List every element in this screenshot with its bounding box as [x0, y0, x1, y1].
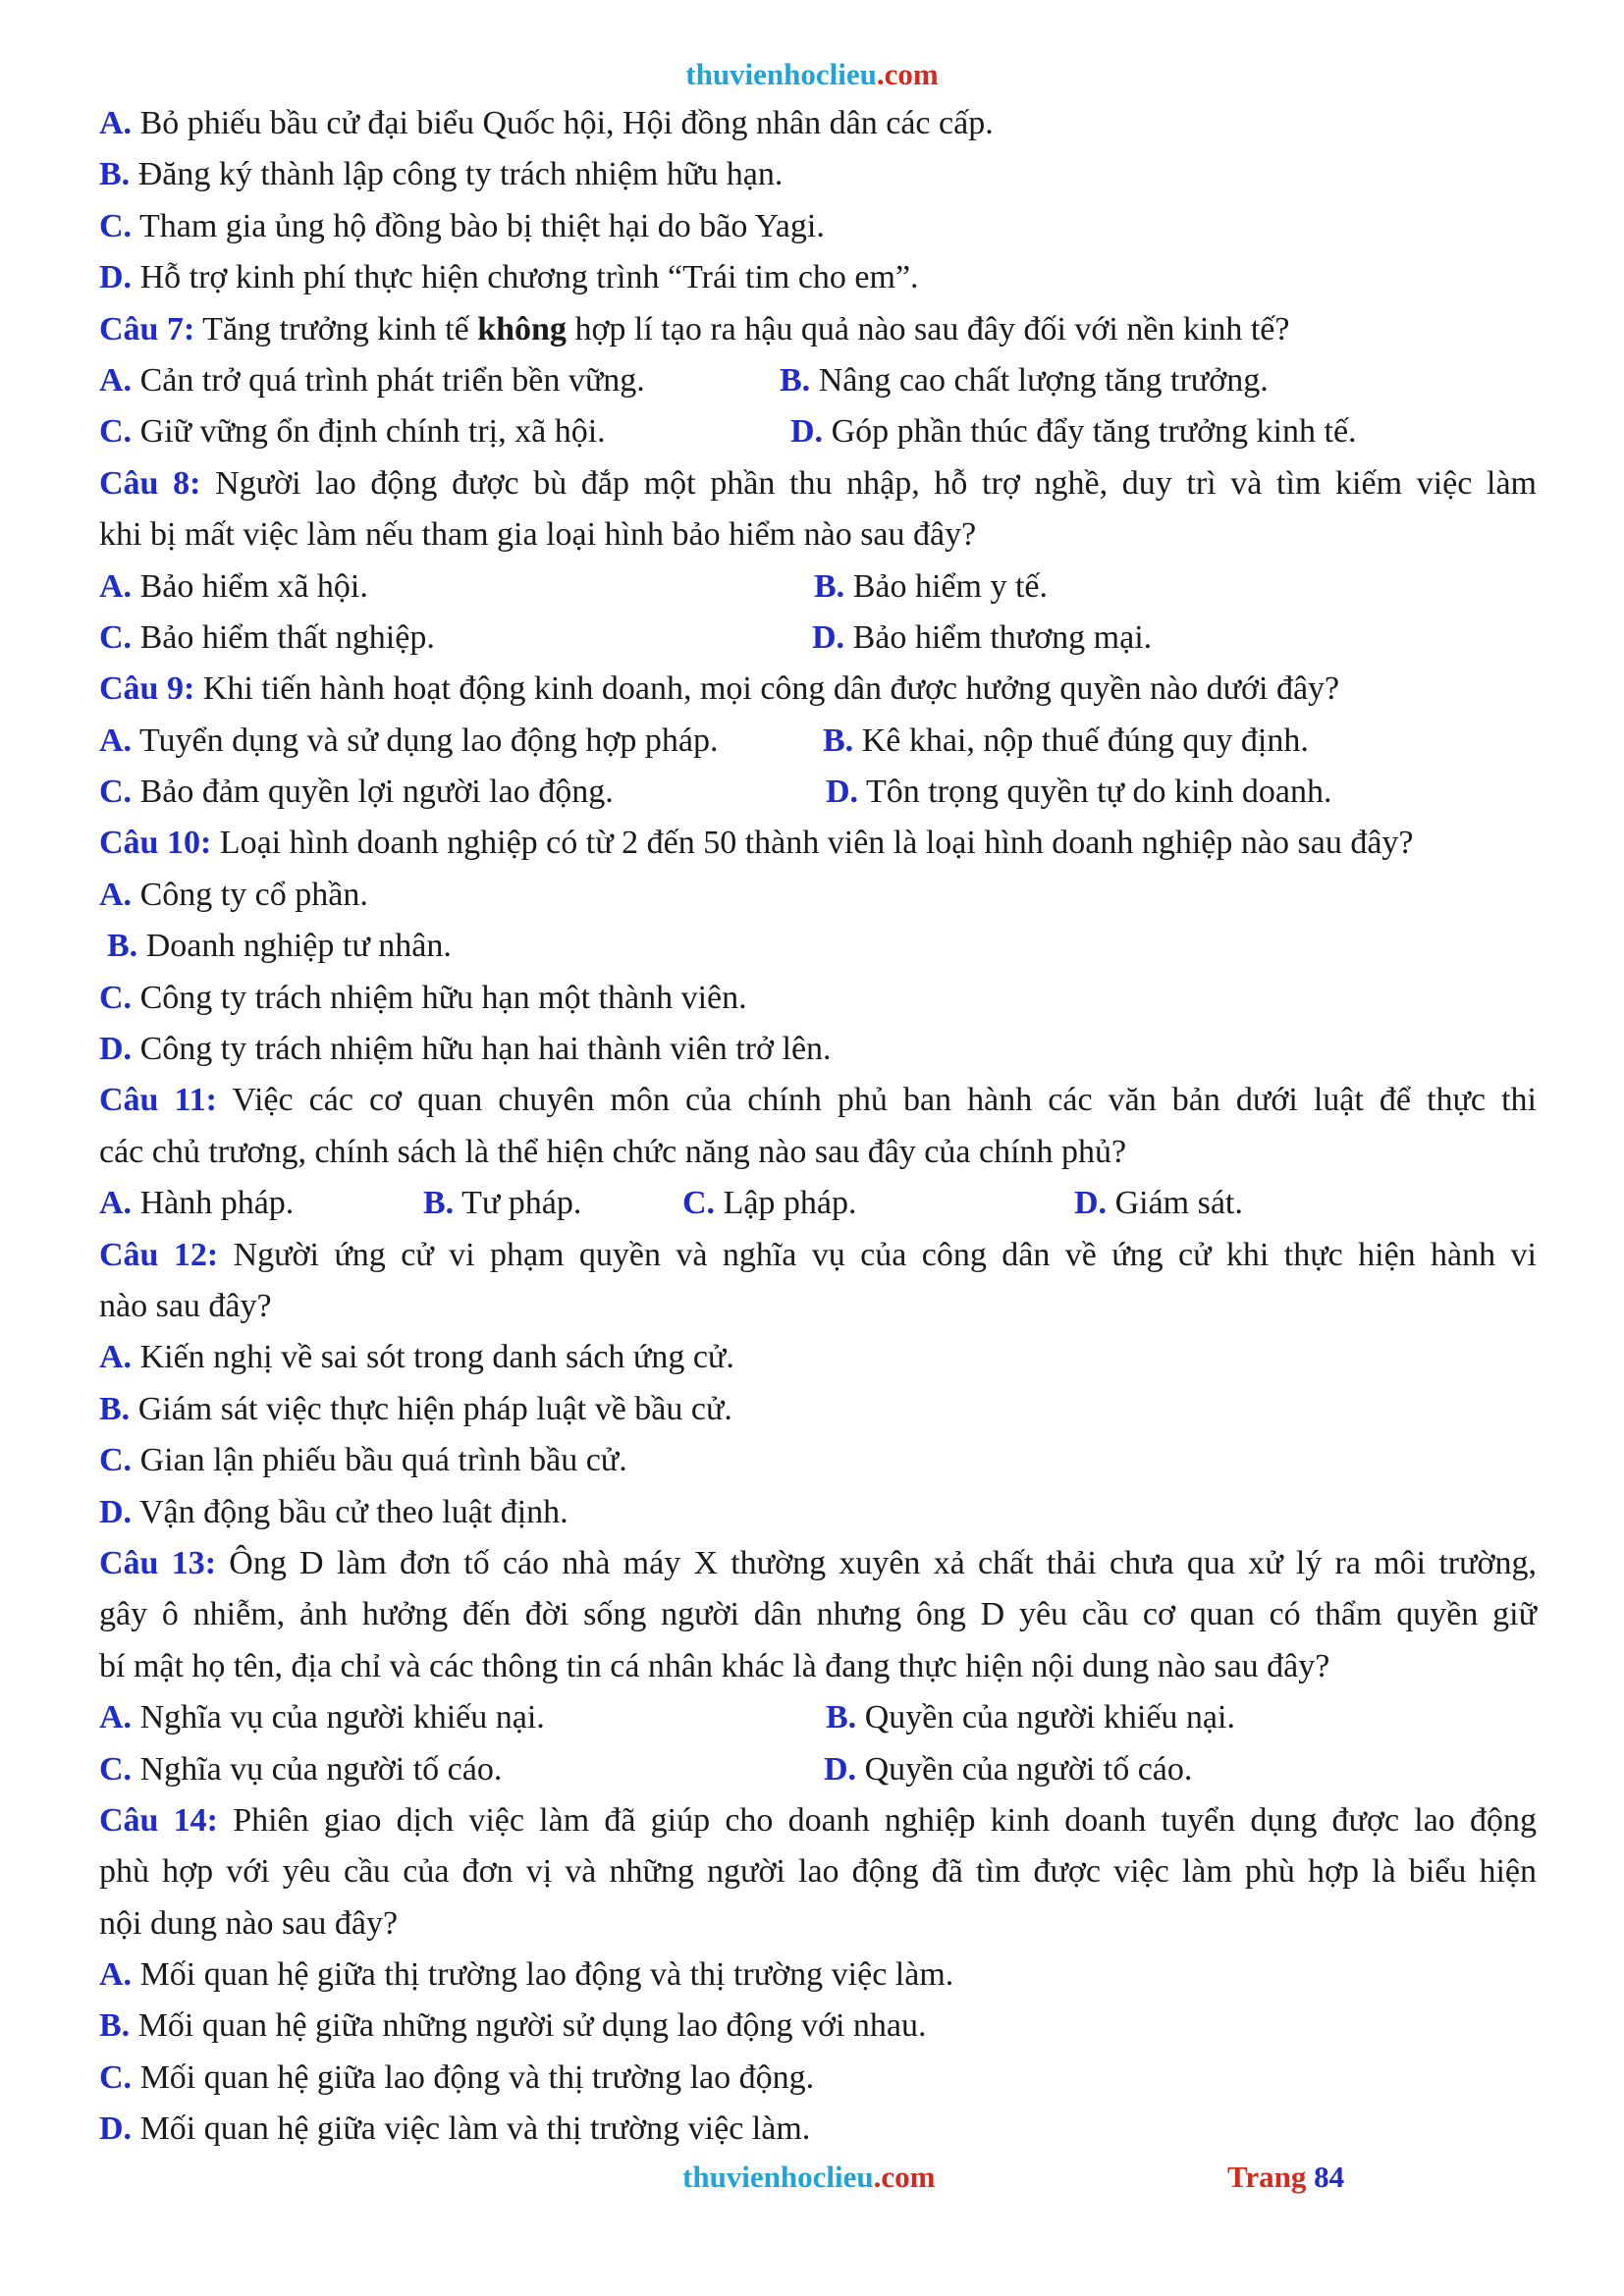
- option-line: D. Hỗ trợ kinh phí thực hiện chương trình “Trái tim cho em”.: [99, 259, 919, 296]
- option-line: B. Doanh nghiệp tư nhân.: [107, 928, 452, 965]
- question-stem-cont: nào sau đây?: [99, 1287, 272, 1324]
- option-row: C. Nghĩa vụ của người tố cáo. D. Quyền của người tố cáo.: [99, 1750, 1193, 1788]
- option-line: A. Mối quan hệ giữa thị trường lao động và thị trường việc làm.: [99, 1956, 954, 1994]
- option-row: C. Giữ vững ổn định chính trị, xã hội. D. Góp phần thúc đẩy tăng trưởng kinh tế.: [99, 413, 1357, 451]
- question-label: Câu 11:: [99, 1082, 217, 1119]
- option-line: B. Giám sát việc thực hiện pháp luật về bầu cử.: [99, 1390, 732, 1427]
- option-line: B. Đăng ký thành lập công ty trách nhiệm hữu hạn.: [99, 156, 784, 193]
- option-line: D. Công ty trách nhiệm hữu hạn hai thành viên trở lên.: [99, 1031, 832, 1068]
- option-line: C. Mối quan hệ giữa lao động và thị trường lao động.: [99, 2058, 815, 2096]
- option-row: C. Bảo đảm quyền lợi người lao động. D. Tôn trọng quyền tự do kinh doanh.: [99, 774, 1332, 811]
- footer-site-domain: .com: [873, 2160, 936, 2194]
- option-line: D. Mối quan hệ giữa việc làm và thị trường việc làm.: [99, 2110, 811, 2148]
- question-stem: Câu 7: Tăng trưởng kinh tế không hợp lí tạo ra hậu quả nào sau đây đối với nền kinh tế?: [99, 310, 1290, 347]
- question-stem-cont: gây ô nhiễm, ảnh hưởng đến đời sống người dân nhưng ông D yêu cầu cơ quan có thẩm quyền giữ: [99, 1596, 1537, 1633]
- option-row: A. Cản trở quá trình phát triển bền vững. B. Nâng cao chất lượng tăng trưởng.: [99, 361, 1269, 399]
- question-stem: Câu 13: Ông D làm đơn tố cáo nhà máy X thường xuyên xả chất thải chưa qua xử lý ra môi trường,: [99, 1544, 1537, 1581]
- option-line: A. Bỏ phiếu bầu cử đại biểu Quốc hội, Hội đồng nhân dân các cấp.: [99, 105, 994, 141]
- page-label: Trang: [1227, 2160, 1307, 2194]
- question-stem-cont: phù hợp với yêu cầu của đơn vị và những người lao động đã tìm được việc làm phù hợp là biểu hiện: [99, 1853, 1537, 1891]
- option-row: A. Bảo hiểm xã hội. B. Bảo hiểm y tế.: [99, 567, 1048, 605]
- question-stem-cont: các chủ trương, chính sách là thể hiện chức năng nào sau đây của chính phủ?: [99, 1133, 1127, 1170]
- question-label: Câu 10:: [99, 825, 212, 862]
- question-stem-cont: bí mật họ tên, địa chỉ và các thông tin cá nhân khác là đang thực hiện nội dung nào sau đây?: [99, 1647, 1330, 1684]
- page-number-value: 84: [1314, 2160, 1345, 2194]
- option-line: D. Vận động bầu cử theo luật định.: [99, 1493, 568, 1530]
- header-site-domain: .com: [876, 57, 939, 91]
- footer-site-name: thuvienhoclieu: [682, 2160, 874, 2194]
- question-stem: Câu 9: Khi tiến hành hoạt động kinh doanh, mọi công dân được hưởng quyền nào dưới đây?: [99, 670, 1340, 708]
- footer-site: [682, 2160, 936, 2195]
- question-stem: Câu 14: Phiên giao dịch việc làm đã giúp cho doanh nghiệp kinh doanh tuyển dụng được lao động: [99, 1801, 1537, 1839]
- question-label: Câu 7:: [99, 310, 195, 347]
- question-stem-cont: nội dung nào sau đây?: [99, 1904, 399, 1942]
- question-label: Câu 9:: [99, 670, 195, 708]
- option-line: B. Mối quan hệ giữa những người sử dụng lao động với nhau.: [99, 2007, 927, 2045]
- page-header-site: [0, 57, 1624, 92]
- question-stem: Câu 11: Việc các cơ quan chuyên môn của chính phủ ban hành các văn bản dưới luật để thực thi: [99, 1082, 1537, 1119]
- question-label: Câu 8:: [99, 464, 201, 502]
- question-stem: Câu 10: Loại hình doanh nghiệp có từ 2 đến 50 thành viên là loại hình doanh nghiệp nào sau đây?: [99, 825, 1414, 862]
- question-stem: Câu 12: Người ứng cử vi phạm quyền và nghĩa vụ của công dân về ứng cử khi thực hiện hành vi: [99, 1236, 1537, 1273]
- option-line: C. Công ty trách nhiệm hữu hạn một thành viên.: [99, 979, 747, 1016]
- option-line: C. Gian lận phiếu bầu quá trình bầu cử.: [99, 1442, 627, 1479]
- option-line: A. Công ty cổ phần.: [99, 876, 368, 913]
- header-site-name: thuvienhoclieu: [685, 57, 877, 91]
- question-label: Câu 12:: [99, 1236, 219, 1273]
- option-row: C. Bảo hiểm thất nghiệp. D. Bảo hiểm thương mại.: [99, 618, 1153, 656]
- document-body: [99, 98, 1537, 2156]
- option-row: A. Hành pháp. B. Tư pháp. C. Lập pháp. D. Giám sát.: [99, 1185, 1243, 1222]
- question-stem: Câu 8: Người lao động được bù đắp một phần thu nhập, hỗ trợ nghề, duy trì và tìm kiếm việc làm: [99, 464, 1537, 502]
- option-line: C. Tham gia ủng hộ đồng bào bị thiệt hại do bão Yagi.: [99, 207, 825, 244]
- page-number: [1227, 2160, 1344, 2195]
- question-label: Câu 13:: [99, 1544, 217, 1581]
- option-row: A. Tuyển dụng và sử dụng lao động hợp pháp. B. Kê khai, nộp thuế đúng quy định.: [99, 721, 1309, 759]
- question-label: Câu 14:: [99, 1801, 218, 1839]
- option-line: A. Kiến nghị về sai sót trong danh sách ứng cử.: [99, 1339, 734, 1376]
- option-row: A. Nghĩa vụ của người khiếu nại. B. Quyền của người khiếu nại.: [99, 1699, 1235, 1736]
- question-stem-cont: khi bị mất việc làm nếu tham gia loại hình bảo hiểm nào sau đây?: [99, 516, 977, 554]
